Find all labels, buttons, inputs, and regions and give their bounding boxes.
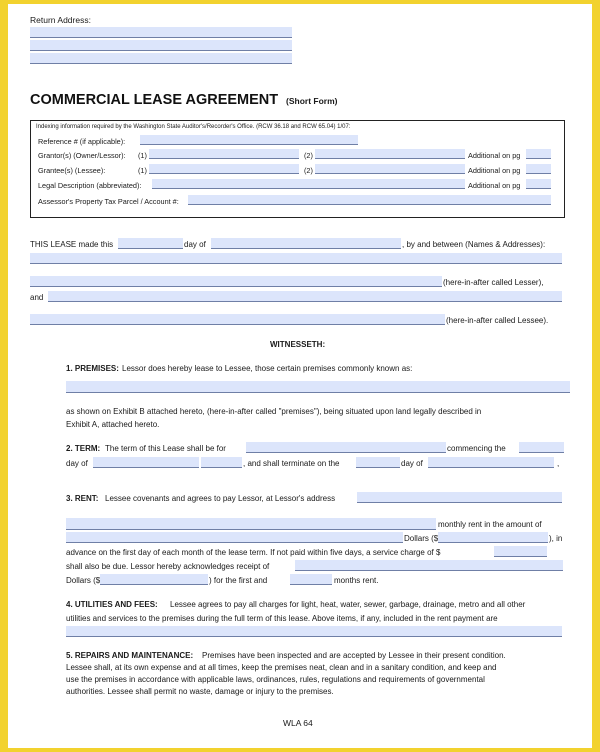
premises-text-line-3: Exhibit A, attached hereto. [66, 420, 160, 429]
assessor-account-field[interactable] [188, 195, 551, 205]
in-label: ), in [549, 534, 563, 543]
repairs-text-line-2: Lessee shall, at its own expense and at all times, keep the premises neat, clean and in a sanitary condition, and keep and [66, 663, 497, 672]
term-heading: 2. TERM: [66, 444, 101, 453]
witnesseth-heading: WITNESSETH: [270, 340, 326, 349]
monthly-rent-amount-field[interactable] [438, 532, 548, 543]
grantee-2-number: (2) [304, 166, 313, 175]
receipt-text: shall also be due. Lessor hereby acknowledges receipt of [66, 562, 270, 571]
return-address-line-3[interactable] [30, 53, 292, 64]
terminate-dayof-label: day of [401, 459, 423, 468]
lease-day-field[interactable] [118, 238, 183, 249]
grantor-1-number: (1) [138, 151, 147, 160]
lesser-name-field[interactable] [30, 276, 442, 287]
grantee-additional-label: Additional on pg [468, 166, 521, 175]
utilities-text-line-2: utilities and services to the premises during the full term of this lease. Above items, if any, included in the rent payment are [66, 614, 498, 623]
return-address-line-1[interactable] [30, 27, 292, 38]
repairs-text: Premises have been inspected and are accepted by Lessee in their present condition. [202, 651, 506, 660]
term-dayof-label: day of [66, 459, 88, 468]
legal-description-label: Legal Description (abbreviated): [38, 181, 142, 190]
form-code-footer: WLA 64 [283, 718, 313, 728]
repairs-text-line-3: use the premises in accordance with applicable laws, ordinances, rules, regulations and requirements of governmental [66, 675, 485, 684]
grantor-2-number: (2) [304, 151, 313, 160]
rent-heading: 3. RENT: [66, 494, 99, 503]
lessee-label: (here-in-after called Lessee). [446, 316, 549, 325]
lesser-address-field[interactable] [48, 291, 562, 302]
commencing-label: commencing the [447, 444, 506, 453]
receipt-words-field[interactable] [295, 560, 563, 571]
terminate-label: , and shall terminate on the [243, 459, 340, 468]
monthly-rent-label: monthly rent in the amount of [438, 520, 542, 529]
legal-additional-label: Additional on pg [468, 181, 521, 190]
lessee-name-field[interactable] [30, 314, 445, 325]
months-count-field[interactable] [290, 574, 332, 585]
months-rent-label: months rent. [334, 576, 379, 585]
legal-description-field[interactable] [152, 179, 465, 189]
lessor-address-field[interactable] [357, 492, 562, 503]
document-page [8, 4, 592, 748]
grantor-1-field[interactable] [149, 149, 299, 159]
return-address-line-2[interactable] [30, 40, 292, 51]
repairs-text-line-4: authorities. Lessee shall permit no waste, damage or injury to the premises. [66, 687, 334, 696]
indexing-info: Indexing information required by the Washington State Auditor's/Recorder's Office. (RCW 36.18 and RCW 65.04) 1/07: [36, 124, 351, 130]
commencing-day-field[interactable] [519, 442, 564, 453]
advance-text: advance on the first day of each month of the lease term. If not paid within five days, a service charge of $ [66, 548, 441, 557]
term-text: The term of this Lease shall be for [105, 444, 226, 453]
grantors-label: Grantor(s) (Owner/Lessor): [38, 151, 126, 160]
included-utilities-field[interactable] [66, 626, 562, 637]
grantor-additional-page-field[interactable] [526, 149, 551, 159]
dollars-label: Dollars ($ [404, 534, 439, 543]
legal-additional-page-field[interactable] [526, 179, 551, 189]
grantor-additional-label: Additional on pg [468, 151, 521, 160]
terminate-day-field[interactable] [356, 457, 400, 468]
premises-address-field[interactable] [66, 381, 570, 393]
grantee-2-field[interactable] [315, 164, 465, 174]
grantee-additional-page-field[interactable] [526, 164, 551, 174]
lessor-address-field-2[interactable] [66, 518, 436, 530]
service-charge-field[interactable] [494, 546, 547, 557]
term-length-field[interactable] [246, 442, 446, 453]
utilities-heading: 4. UTILITIES AND FEES: [66, 600, 158, 609]
monthly-rent-words-field[interactable] [66, 532, 403, 543]
utilities-text: Lessee agrees to pay all charges for light, heat, water, sewer, garbage, drainage, metro and all other [170, 600, 526, 609]
lease-dayof-label: day of [184, 240, 206, 249]
terminate-month-year-field[interactable] [428, 457, 554, 468]
reference-label: Reference # (if applicable): [38, 137, 126, 146]
lease-made-label: THIS LEASE made this [30, 240, 114, 249]
document-subtitle: (Short Form) [286, 96, 338, 106]
premises-heading: 1. PREMISES: [66, 364, 119, 373]
premises-text-line-2: as shown on Exhibit B attached hereto, (here-in-after called "premises"), being situated upon land legally described in [66, 407, 482, 416]
commencing-month-field[interactable] [93, 457, 199, 468]
reference-field[interactable] [140, 135, 358, 145]
premises-text: Lessor does hereby lease to Lessee, those certain premises commonly known as: [122, 364, 413, 373]
grantee-1-field[interactable] [149, 164, 299, 174]
grantee-1-number: (1) [138, 166, 147, 175]
between-label: , by and between (Names & Addresses): [402, 240, 546, 249]
repairs-heading: 5. REPAIRS AND MAINTENANCE: [66, 651, 194, 660]
first-last-label: ) for the first and [209, 576, 268, 585]
lesser-label: (here-in-after called Lesser), [443, 278, 544, 287]
commencing-year-field[interactable] [201, 457, 242, 468]
term-end-punct: , [557, 459, 560, 468]
rent-text: Lessee covenants and agrees to pay Lessor, at Lessor's address [105, 494, 336, 503]
parties-field-1[interactable] [30, 253, 562, 264]
and-label: and [30, 293, 44, 302]
receipt-amount-field[interactable] [100, 574, 208, 585]
assessor-label: Assessor's Property Tax Parcel / Account #: [38, 197, 179, 206]
grantees-label: Grantee(s) (Lessee): [38, 166, 106, 175]
lease-month-year-field[interactable] [211, 238, 401, 249]
dollars-2-label: Dollars ($ [66, 576, 101, 585]
grantor-2-field[interactable] [315, 149, 465, 159]
document-title: COMMERCIAL LEASE AGREEMENT [30, 92, 279, 108]
return-address-label: Return Address: [30, 15, 91, 25]
